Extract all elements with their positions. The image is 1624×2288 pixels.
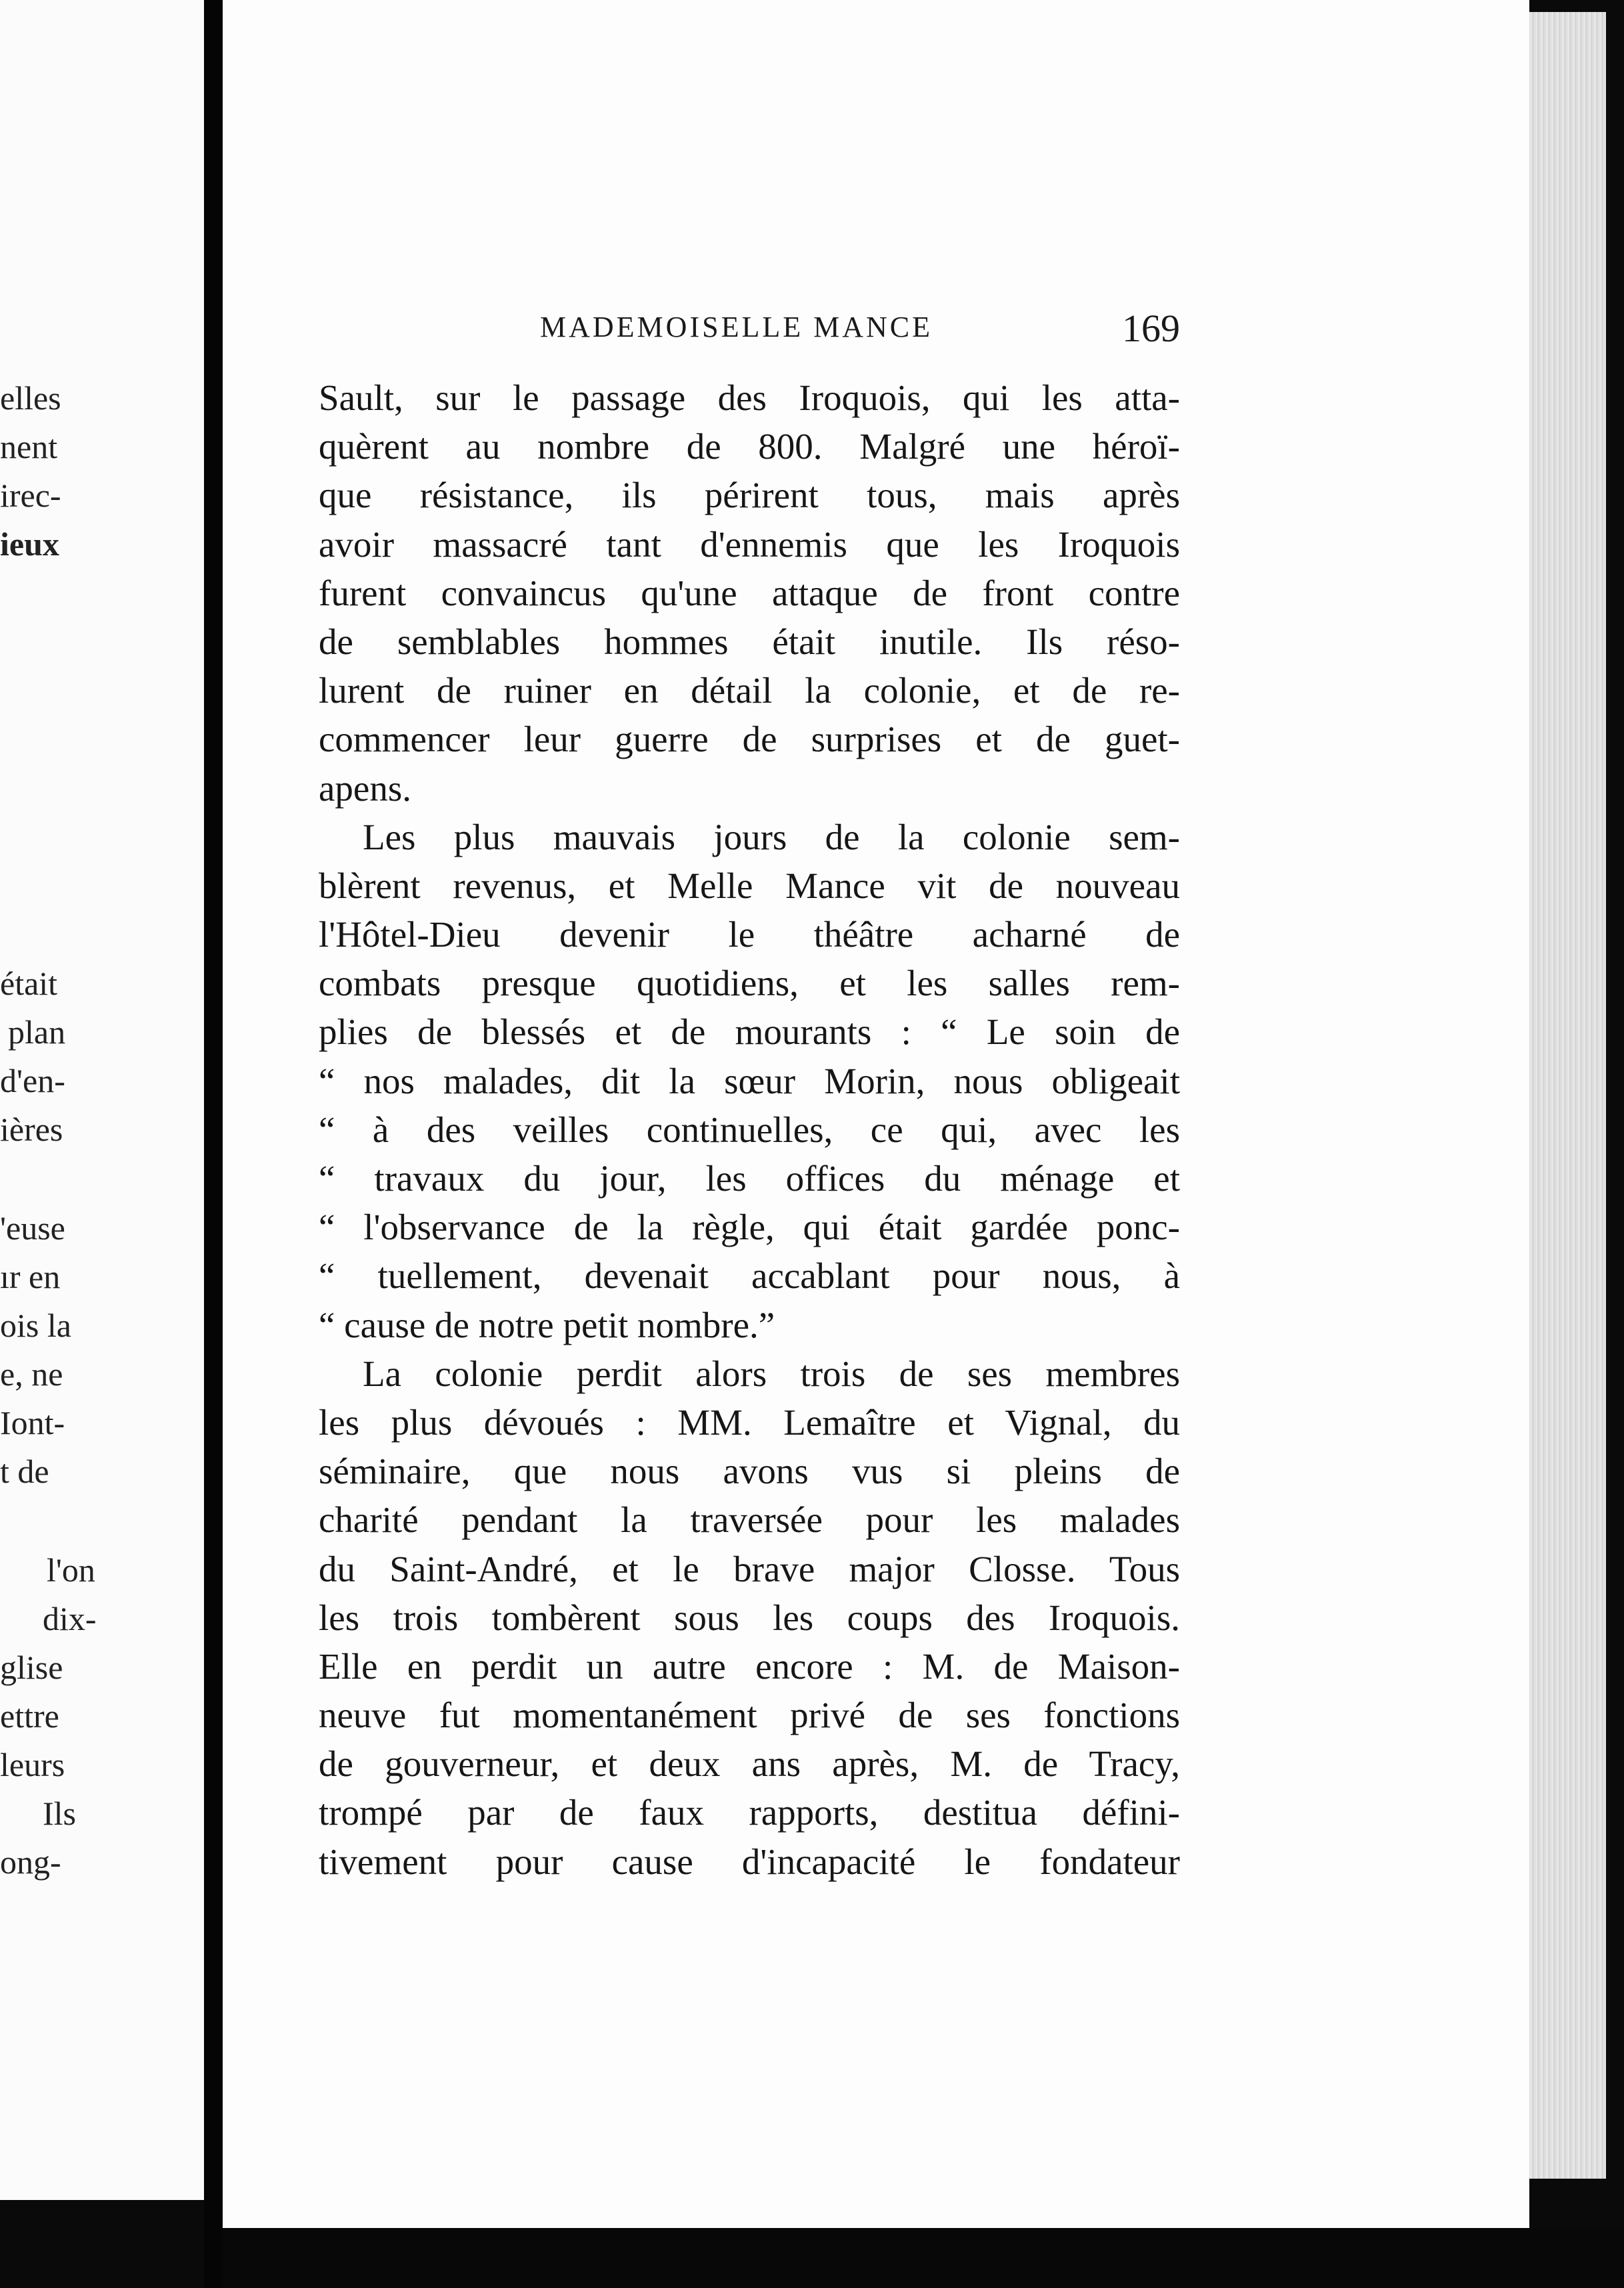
left-page-text-fragment: glise (0, 1649, 63, 1686)
paragraph-first-line: Les plus mauvais jours de la colonie sem- (363, 816, 1180, 857)
page-number: 169 (1122, 307, 1180, 350)
text-line: lurent de ruiner en détail la colonie, et de re- (319, 670, 1180, 711)
text-line: de semblables hommes était inutile. Ils réso- (319, 621, 1180, 662)
left-page-text-fragment: l'on (47, 1551, 95, 1589)
left-page-text-fragment: irec- (0, 477, 61, 514)
left-page-text-fragment: d'en- (0, 1062, 65, 1099)
text-line: furent convaincus qu'une attaque de front contre (319, 572, 1180, 613)
text-line: de gouverneur, et deux ans après, M. de Tracy, (319, 1743, 1180, 1785)
left-page-text-fragment: e, ne (0, 1355, 63, 1393)
left-page-text-fragment: ois la (0, 1307, 71, 1344)
book-gutter (204, 0, 223, 2288)
left-page-text-fragment: elles (0, 379, 61, 417)
text-line: charité pendant la traversée pour les malades (319, 1499, 1180, 1541)
text-line: trompé par de faux rapports, destitua défini- (319, 1792, 1180, 1833)
scan-border (223, 2228, 1624, 2288)
left-page-text-fragment: était (0, 965, 58, 1002)
text-line: “ tuellement, devenait accablant pour nous, à (319, 1255, 1180, 1297)
text-line: séminaire, que nous avons vus si pleins de (319, 1451, 1180, 1492)
left-page-text-fragment: t de (0, 1453, 49, 1490)
left-page-text-fragment: leurs (0, 1746, 65, 1783)
left-page-text-fragment: ieux (0, 525, 59, 563)
paragraph-first-line: La colonie perdit alors trois de ses membres (363, 1353, 1180, 1394)
text-line: tivement pour cause d'incapacité le fondateur (319, 1841, 1180, 1882)
left-page-text-fragment: ır en (0, 1258, 61, 1295)
text-line: Sault, sur le passage des Iroquois, qui les atta- (319, 377, 1180, 418)
running-head (540, 307, 1180, 350)
page-stack-edge (1529, 12, 1606, 2179)
left-page-text-fragment: ong- (0, 1843, 61, 1881)
left-page-text-fragment: Iont- (0, 1404, 65, 1441)
text-line: “ nos malades, dit la sœur Morin, nous obligeait (319, 1060, 1180, 1101)
running-head-title: MADEMOISELLE MANCE (540, 311, 933, 343)
text-line: “ travaux du jour, les offices du ménage et (319, 1158, 1180, 1199)
text-line: du Saint-André, et le brave major Closse. Tous (319, 1548, 1180, 1589)
text-line: l'Hôtel-Dieu devenir le théâtre acharné de (319, 914, 1180, 955)
text-line: apens. (319, 767, 411, 809)
left-page-text-fragment: ettre (0, 1697, 59, 1735)
text-line: “ à des veilles continuelles, ce qui, avec les (319, 1109, 1180, 1150)
left-page-text-fragment: 'euse (0, 1209, 65, 1247)
left-page-text-fragment: dix- (43, 1600, 97, 1637)
text-line: commencer leur guerre de surprises et de guet- (319, 719, 1180, 760)
text-line: plies de blessés et de mourants : “ Le soin de (319, 1011, 1180, 1053)
previous-page-fragment (0, 0, 204, 2200)
body-text (319, 373, 1180, 1886)
text-line: “ l'observance de la règle, qui était gardée ponc- (319, 1207, 1180, 1248)
text-line: que résistance, ils périrent tous, mais après (319, 475, 1180, 516)
text-line: Elle en perdit un autre encore : M. de Maison- (319, 1645, 1180, 1687)
left-page-text-fragment: Ils (43, 1795, 76, 1832)
text-line: blèrent revenus, et Melle Mance vit de nouveau (319, 865, 1180, 906)
text-line: combats presque quotidiens, et les salles rem- (319, 963, 1180, 1004)
text-line: quèrent au nombre de 800. Malgré une héroï- (319, 426, 1180, 467)
left-page-text-fragment: ières (0, 1111, 63, 1148)
text-line: “ cause de notre petit nombre.” (319, 1304, 775, 1345)
text-line: neuve fut momentanément privé de ses fonctions (319, 1695, 1180, 1736)
text-line: les plus dévoués : MM. Lemaître et Vignal, du (319, 1401, 1180, 1443)
left-page-text-fragment: plan (8, 1013, 66, 1051)
text-line: avoir massacré tant d'ennemis que les Iroquois (319, 523, 1180, 565)
left-page-text-fragment: nent (0, 428, 58, 465)
text-line: les trois tombèrent sous les coups des Iroquois. (319, 1597, 1180, 1638)
